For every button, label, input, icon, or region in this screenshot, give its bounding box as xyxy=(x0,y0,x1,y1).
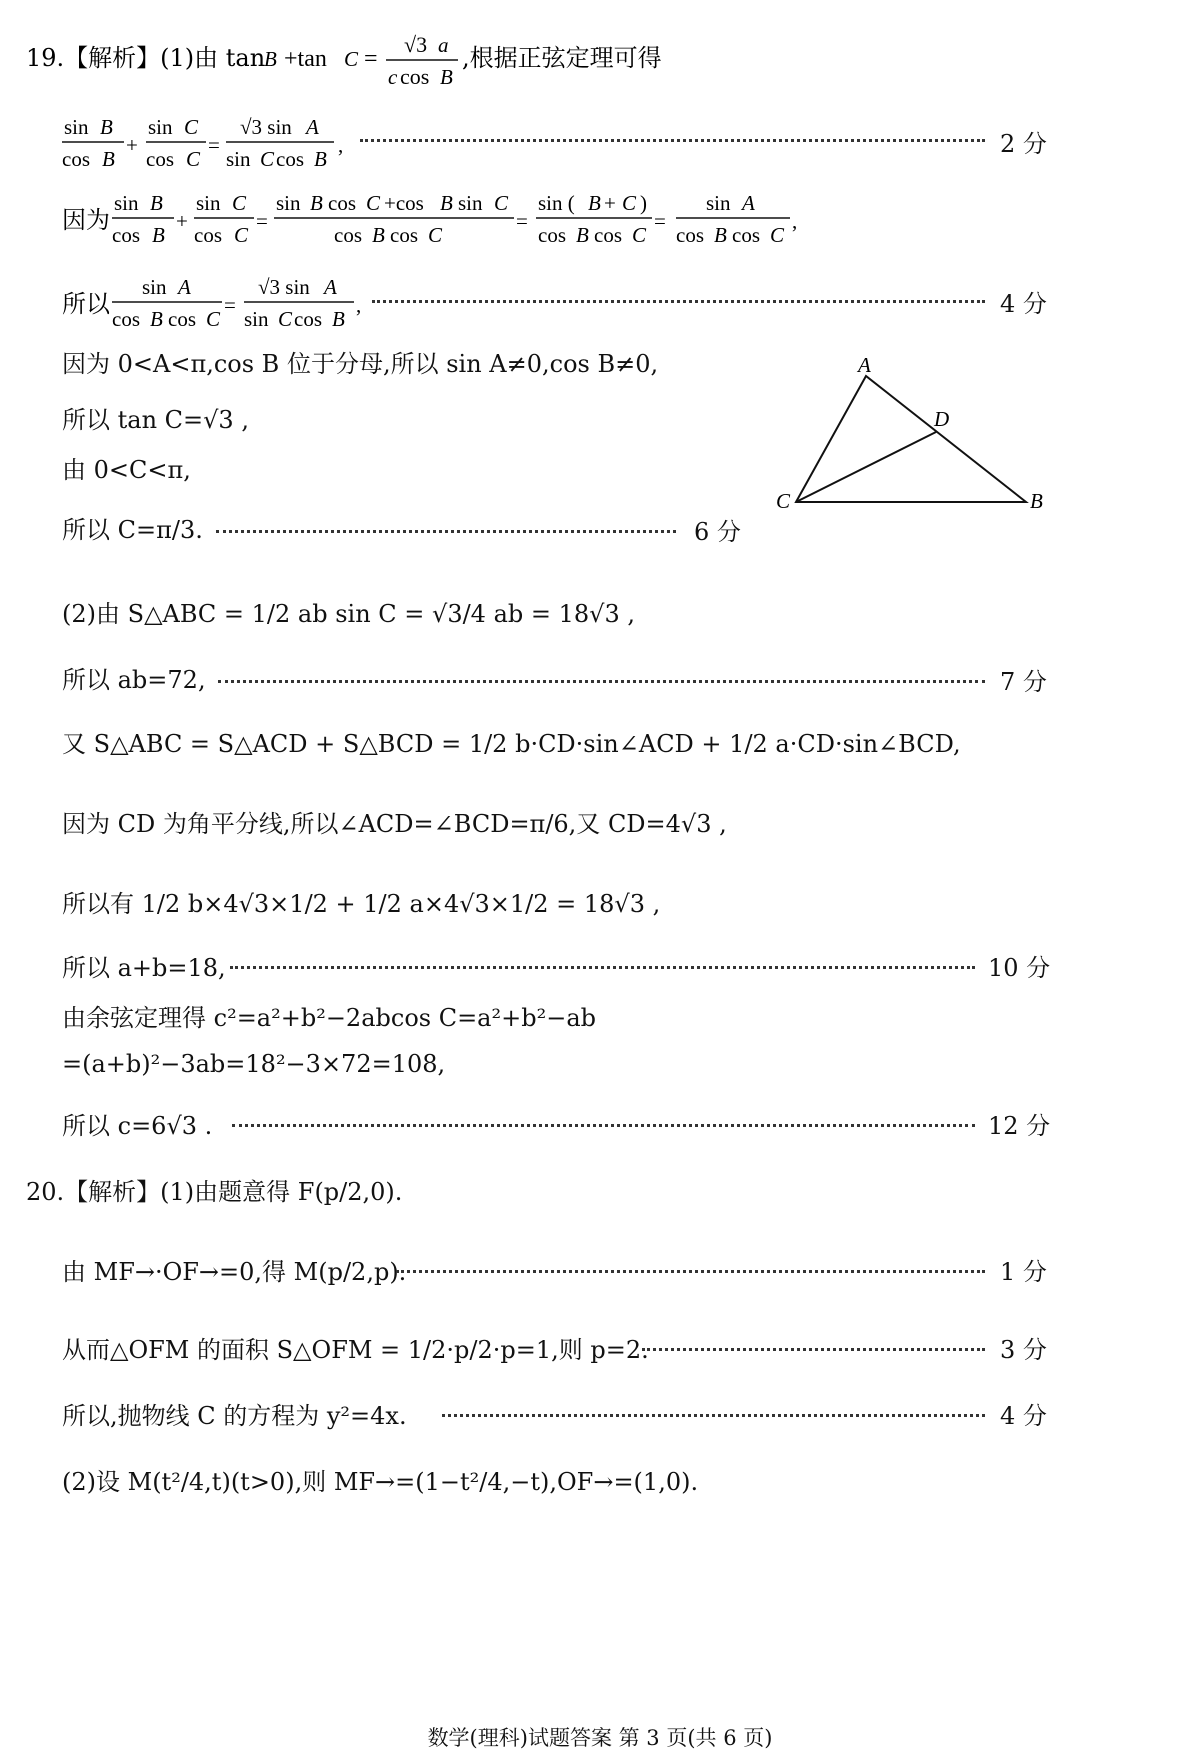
svg-text:所以: 所以 xyxy=(62,290,110,318)
svg-text:sin (: sin ( xyxy=(538,191,575,215)
svg-text:=: = xyxy=(516,209,528,233)
svg-text:C: C xyxy=(428,223,443,246)
score-12: 12 分 xyxy=(988,1112,1051,1140)
svg-text:cos: cos xyxy=(538,223,566,246)
svg-text:A: A xyxy=(324,275,337,299)
svg-text:cos: cos xyxy=(400,64,430,89)
svg-text:C: C xyxy=(234,223,249,246)
bisector-cd xyxy=(796,432,936,502)
svg-text:): ) xyxy=(640,191,647,215)
triangle-figure xyxy=(770,350,1060,520)
dot-leader xyxy=(642,1348,985,1351)
score-10: 10 分 xyxy=(988,954,1051,982)
svg-text:√3 sin: √3 sin xyxy=(258,275,310,299)
svg-text:C: C xyxy=(232,191,247,215)
svg-text:B: B xyxy=(588,191,601,215)
q19-line4: 因为 0<A<π,cos B 位于分母,所以 sin A≠0,cos B≠0, xyxy=(62,350,659,378)
svg-text:sin: sin xyxy=(458,191,483,215)
svg-text:B: B xyxy=(102,147,115,170)
svg-text:cos: cos xyxy=(390,223,418,246)
dot-leader xyxy=(232,1124,975,1127)
q20-line3: 所以,抛物线 C 的方程为 y²=4x. xyxy=(62,1402,407,1430)
q19-header-formula xyxy=(26,30,666,90)
svg-text:sin: sin xyxy=(142,275,167,299)
svg-text:sin: sin xyxy=(114,191,139,215)
svg-text:A: A xyxy=(742,191,755,215)
score-20-4: 4 分 xyxy=(1000,1402,1047,1430)
dot-leader xyxy=(216,530,676,533)
svg-text:cos: cos xyxy=(168,307,196,330)
svg-text:C: C xyxy=(186,147,201,170)
svg-text:B: B xyxy=(440,191,453,215)
svg-text:sin: sin xyxy=(276,191,301,215)
svg-text:C: C xyxy=(260,147,275,170)
svg-text:B: B xyxy=(372,223,385,246)
label-a: A xyxy=(858,353,871,377)
score-4: 4 分 xyxy=(1000,290,1047,318)
svg-text:B: B xyxy=(264,47,277,71)
q20-line2: 从而△OFM 的面积 S△OFM = 1/2·p/2·p=1,则 p=2. xyxy=(62,1336,649,1364)
q19-line5: 所以 tan C=√3 , xyxy=(62,406,249,434)
svg-text:=: = xyxy=(224,293,236,317)
q20-line4: (2)设 M(t²/4,t)(t>0),则 MF→=(1−t²/4,−t),OF→=(1,0). xyxy=(62,1468,699,1496)
svg-text:cos: cos xyxy=(276,147,304,170)
svg-text:√3 sin: √3 sin xyxy=(240,115,292,139)
q19-line10: 又 S△ABC = S△ACD + S△BCD = 1/2 b·CD·sin∠ACD + 1/2 a·CD·sin∠BCD, xyxy=(62,730,961,758)
page-footer: 数学(理科)试题答案 第 3 页(共 6 页) xyxy=(427,1726,773,1750)
svg-text:√3: √3 xyxy=(404,32,428,57)
score-20-1: 1 分 xyxy=(1000,1258,1047,1286)
svg-text:sin: sin xyxy=(196,191,221,215)
svg-text:,: , xyxy=(792,209,798,233)
triangle-abc xyxy=(796,376,1026,502)
svg-text:=: = xyxy=(654,209,666,233)
svg-text:B: B xyxy=(100,115,113,139)
svg-text:sin: sin xyxy=(226,147,251,170)
svg-text:B: B xyxy=(314,147,327,170)
svg-text:cos: cos xyxy=(194,223,222,246)
svg-text:+tan: +tan xyxy=(284,46,327,72)
svg-text:C: C xyxy=(622,191,637,215)
q19-line16: 所以 c=6√3 . xyxy=(62,1112,213,1140)
svg-text:+: + xyxy=(126,133,138,157)
svg-text:cos: cos xyxy=(146,147,174,170)
svg-text:B: B xyxy=(714,223,727,246)
svg-text:cos: cos xyxy=(112,307,140,330)
q19-line11: 因为 CD 为角平分线,所以∠ACD=∠BCD=π/6,又 CD=4√3 , xyxy=(62,810,727,838)
svg-text:=: = xyxy=(364,46,378,72)
svg-text:c: c xyxy=(388,65,398,89)
svg-text:C: C xyxy=(206,307,221,330)
q19-line15: =(a+b)²−3ab=18²−3×72=108, xyxy=(62,1050,446,1078)
svg-text:a: a xyxy=(438,33,449,57)
svg-text:C: C xyxy=(366,191,381,215)
q20-header: 20.【解析】(1)由题意得 F(p/2,0). xyxy=(26,1178,403,1206)
dot-leader xyxy=(218,680,985,683)
svg-text:B: B xyxy=(150,307,163,330)
svg-text:sin: sin xyxy=(244,307,269,330)
svg-text:A: A xyxy=(178,275,191,299)
svg-text:B: B xyxy=(152,223,165,246)
q19-line8: (2)由 S△ABC = 1/2 ab sin C = √3/4 ab = 18√3 , xyxy=(62,600,635,628)
svg-text:cos: cos xyxy=(294,307,322,330)
svg-text:C: C xyxy=(278,307,293,330)
svg-text:C: C xyxy=(770,223,785,246)
svg-text:=: = xyxy=(208,133,220,157)
svg-text:cos: cos xyxy=(328,191,356,215)
svg-text:cos: cos xyxy=(62,147,90,170)
svg-text:cos: cos xyxy=(112,223,140,246)
score-2: 2 分 xyxy=(1000,130,1047,158)
label-d: D xyxy=(934,407,950,431)
svg-text:B: B xyxy=(440,65,453,89)
svg-text:+: + xyxy=(604,191,616,215)
dot-leader xyxy=(396,1270,985,1273)
svg-text:cos: cos xyxy=(334,223,362,246)
q19-line1 xyxy=(62,110,382,170)
label-b: B xyxy=(1030,489,1043,513)
svg-text:C: C xyxy=(494,191,509,215)
svg-text:+cos: +cos xyxy=(384,191,424,215)
score-7: 7 分 xyxy=(1000,668,1047,696)
svg-text:C: C xyxy=(184,115,199,139)
dot-leader xyxy=(360,139,985,142)
svg-text:B: B xyxy=(576,223,589,246)
svg-text:B: B xyxy=(150,191,163,215)
q20-line1: 由 MF→·OF→=0,得 M(p/2,p). xyxy=(62,1258,407,1286)
q19-line3 xyxy=(62,270,372,330)
dot-leader xyxy=(372,300,985,303)
q19-line7: 所以 C=π/3. xyxy=(62,516,203,544)
svg-text:C: C xyxy=(344,47,359,71)
svg-text:B: B xyxy=(310,191,323,215)
svg-text:sin: sin xyxy=(148,115,173,139)
q19-header xyxy=(26,30,666,90)
q19-line6: 由 0<C<π, xyxy=(62,456,191,484)
svg-text:cos: cos xyxy=(732,223,760,246)
svg-text:因为: 因为 xyxy=(62,206,110,234)
svg-text:C: C xyxy=(632,223,647,246)
dot-leader xyxy=(442,1414,985,1417)
label-c: C xyxy=(776,489,791,513)
svg-text:,根据正弦定理可得: ,根据正弦定理可得 xyxy=(462,44,662,72)
svg-text:+: + xyxy=(176,209,188,233)
q19-line14: 由余弦定理得 c²=a²+b²−2abcos C=a²+b²−ab xyxy=(62,1004,596,1032)
svg-text:sin: sin xyxy=(706,191,731,215)
q19-line9: 所以 ab=72, xyxy=(62,666,206,694)
svg-text:,: , xyxy=(356,293,362,317)
q19-line13: 所以 a+b=18, xyxy=(62,954,226,982)
svg-text:=: = xyxy=(256,209,268,233)
svg-text:sin: sin xyxy=(64,115,89,139)
q19-line12: 所以有 1/2 b×4√3×1/2 + 1/2 a×4√3×1/2 = 18√3 , xyxy=(62,890,661,918)
score-20-3: 3 分 xyxy=(1000,1336,1047,1364)
dot-leader xyxy=(230,966,975,969)
svg-text:B: B xyxy=(332,307,345,330)
score-6: 6 分 xyxy=(694,518,741,546)
svg-text:19.【解析】(1)由 tan: 19.【解析】(1)由 tan xyxy=(26,44,266,72)
svg-text:A: A xyxy=(306,115,319,139)
svg-text:,: , xyxy=(338,133,344,157)
svg-text:cos: cos xyxy=(594,223,622,246)
svg-text:cos: cos xyxy=(676,223,704,246)
q19-line2 xyxy=(62,186,822,246)
